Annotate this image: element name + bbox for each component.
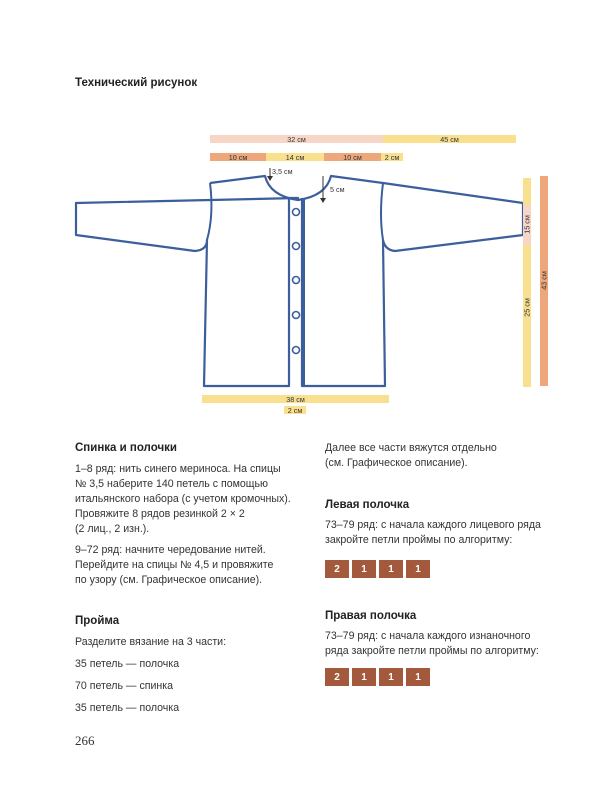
- neck-depth-arrowhead: [267, 176, 273, 181]
- vbar-top: [523, 178, 531, 205]
- dim-label-placket: 2 см: [287, 405, 303, 415]
- text-line: 73–79 ряд: с начала каждого лицевого ряда: [325, 519, 541, 531]
- text-line: Далее все части вяжутся отдельно: [325, 442, 497, 454]
- text-line: 9–72 ряд: начните чередование нитей.: [75, 544, 266, 556]
- page-title: Технический рисунок: [75, 77, 198, 89]
- text-line: Перейдите на спицы № 4,5 и провяжите: [75, 559, 274, 571]
- dim-label-seg1: 10 см: [228, 152, 248, 162]
- text-line: закройте петли проймы по алгоритму:: [325, 534, 513, 546]
- text-line: 35 петель — полочка: [75, 702, 180, 714]
- text-line: № 3,5 наберите 140 петель с помощью: [75, 478, 268, 490]
- button-3: [293, 277, 300, 284]
- text-line: (2 лиц., 2 изн.).: [75, 523, 150, 535]
- section-back-fronts-title: Спинка и полочки: [75, 442, 177, 454]
- armhole-label: 15 см: [522, 215, 532, 234]
- dim-label-32: 32 см: [287, 134, 306, 144]
- text-line: Провяжите 8 рядов резинкой 2 × 2: [75, 508, 245, 520]
- right-front-text: [325, 629, 565, 659]
- section-back-fronts-p1: [75, 462, 305, 537]
- text-line: 1–8 ряд: нить синего мериноса. На спицы: [75, 463, 281, 475]
- dim-label-seg4: 2 см: [384, 152, 400, 162]
- armhole-seam-left: [207, 183, 211, 240]
- dim-label-seg2: 14 см: [285, 152, 305, 162]
- dim-label-seg3: 10 см: [343, 152, 362, 162]
- section-back-fronts-p2: [75, 543, 305, 588]
- page-number: 266: [75, 733, 95, 748]
- algo-cell: 1: [406, 668, 430, 686]
- text-line: 73–79 ряд: с начала каждого изнаночного: [325, 630, 531, 642]
- text-line: итальянского набора (с учетом кромочных).: [75, 493, 291, 505]
- watermark: PassionForum.ru: [527, 784, 604, 795]
- text-line: по узору (см. Графическое описание).: [75, 574, 263, 586]
- algo-cell: 1: [379, 668, 403, 686]
- section-armhole-title: Пройма: [75, 615, 120, 627]
- dim-bar-placket: [284, 406, 306, 414]
- text-line: 35 петель — полочка: [75, 658, 180, 670]
- algo-cell: 1: [406, 560, 430, 578]
- left-front-algorithm: [325, 560, 430, 578]
- armhole-seam-right: [381, 183, 383, 240]
- intro-text: [325, 441, 555, 471]
- side-label: 25 см: [522, 298, 532, 317]
- neck-depth-label: 3,5 см: [272, 167, 293, 176]
- front-neck-arrowhead: [320, 198, 326, 203]
- button-5: [293, 347, 300, 354]
- total-length-label: 43 см: [539, 271, 549, 290]
- algo-cell: 2: [325, 560, 349, 578]
- button-4: [293, 312, 300, 319]
- algo-cell: 2: [325, 668, 349, 686]
- dim-bar-38: [202, 395, 389, 403]
- algo-cell: 1: [352, 668, 376, 686]
- text-line: ряда закройте петли проймы по алгоритму:: [325, 645, 539, 657]
- left-front-title: Левая полочка: [325, 499, 410, 511]
- front-neck-label: 5 см: [330, 185, 345, 194]
- dim-label-45: 45 см: [440, 134, 459, 144]
- algo-cell: 1: [352, 560, 376, 578]
- left-front-text: [325, 518, 565, 548]
- dim-label-38: 38 см: [286, 394, 305, 404]
- text-line: (см. Графическое описание).: [325, 457, 468, 469]
- text-line: 70 петель — спинка: [75, 680, 174, 692]
- text-line: Разделите вязание на 3 части:: [75, 636, 227, 648]
- button-1: [293, 209, 300, 216]
- section-armhole-text: [75, 635, 305, 716]
- button-2: [293, 243, 300, 250]
- algo-cell: 1: [379, 560, 403, 578]
- right-front-algorithm: [325, 668, 430, 686]
- right-front-title: Правая полочка: [325, 610, 417, 622]
